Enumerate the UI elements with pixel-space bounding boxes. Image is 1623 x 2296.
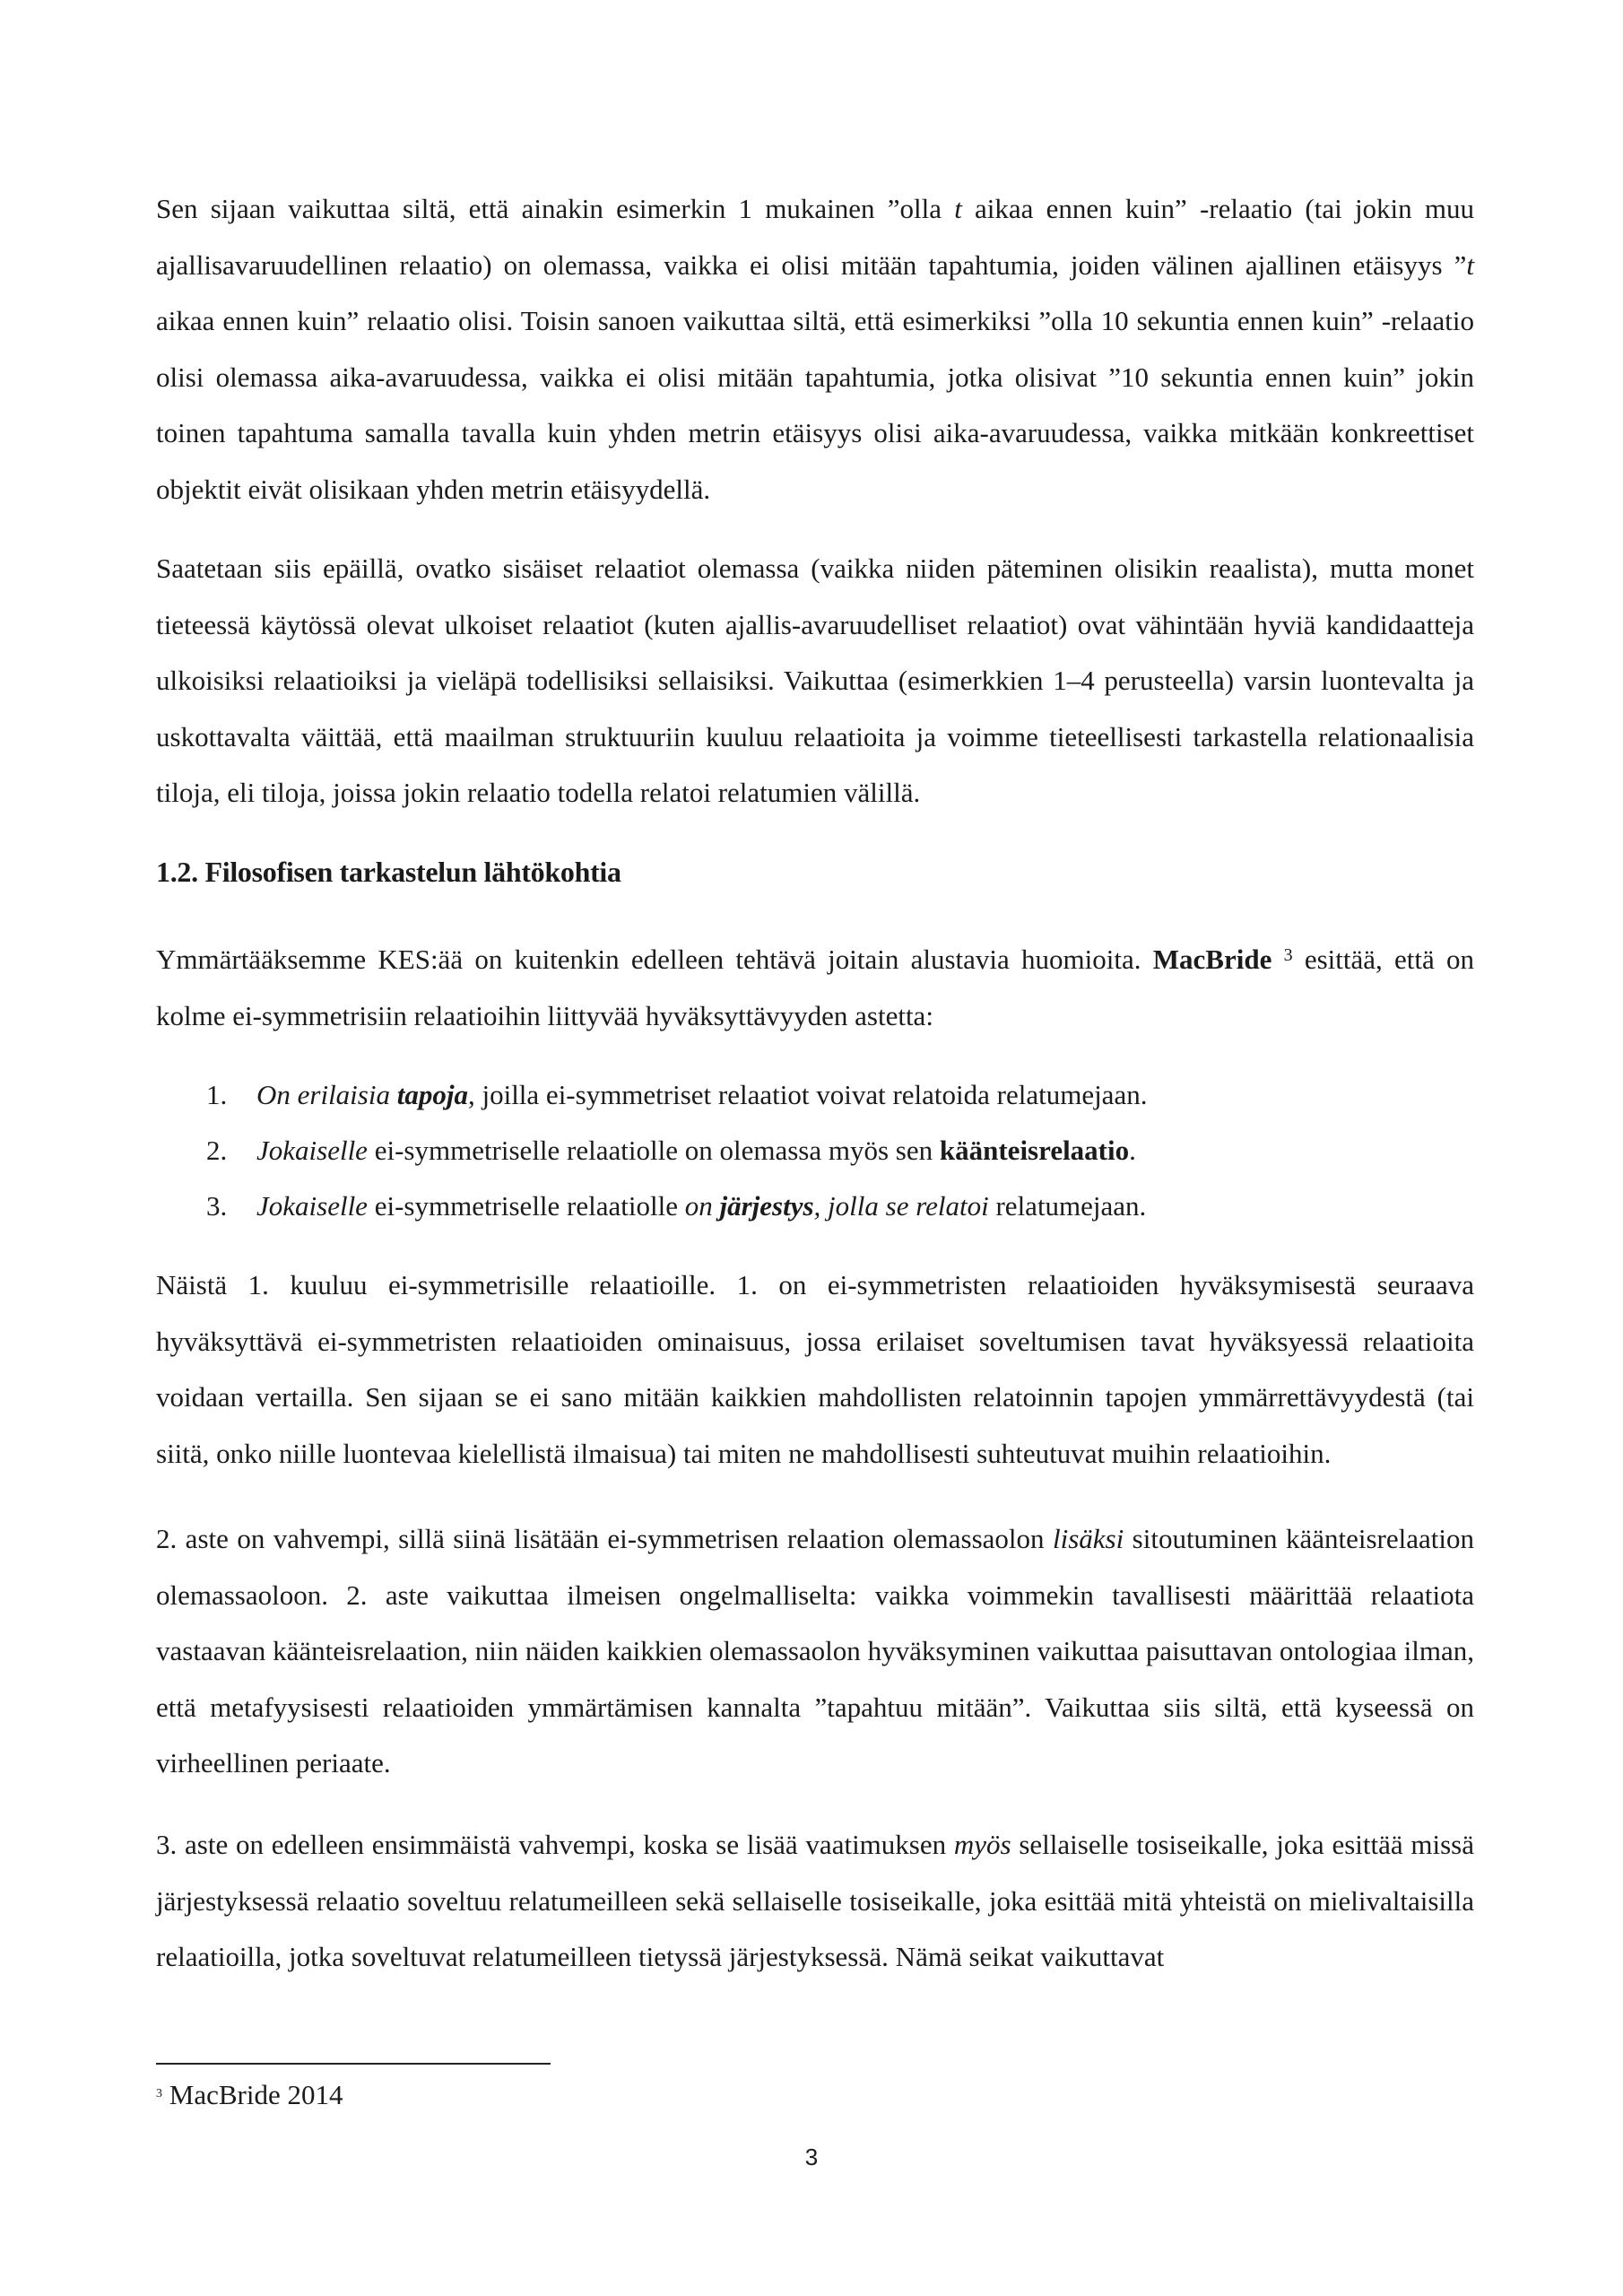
footnote-separator <box>156 2063 551 2065</box>
list-text: ei-symmetriselle relaatiolle <box>367 1190 685 1222</box>
paragraph-3 <box>156 927 1474 1044</box>
italic-t: t <box>1466 248 1474 281</box>
italic-word: lisäksi <box>1052 1523 1124 1554</box>
list-text: ei-symmetriselle relaatiolle on olemassa myös sen <box>367 1135 940 1166</box>
footnote <box>156 2079 343 2111</box>
paragraph-6-text-a: 3. aste on edelleen ensimmäistä vahvempi, koska se lisää vaatimuksen <box>156 1829 954 1860</box>
list-italic: Jokaiselle <box>256 1135 368 1166</box>
paragraph-5-text-b: sitoutuminen käänteisrelaation olemassaoloon. 2. aste vaikuttaa ilmeisen ongelmalliselta: vaikka voimmekin tavallisesti määrittää relaatiota vastaavan käänteisrelaation, niin näiden kaikkien olemassaolon hyväksyminen vaikuttaa paisuttavan ontologiaa ilman, että metafyysisesti relaatioiden ymmärtämisen kannalta ”tapahtuu mitään”. Vaikuttaa siis siltä, että kyseessä on virheellinen periaate. <box>156 1523 1474 1779</box>
list-italic: on <box>684 1190 720 1222</box>
list-italic: On erilaisia <box>256 1079 397 1110</box>
paragraph-4: Näistä 1. kuuluu ei-symmetrisille relaatioille. 1. on ei-symmetristen relaatioiden hyväksymisestä seuraava hyväksyttävä ei-symmetristen relaatioiden ominaisuus, jossa erilaiset soveltumisen tavat hyväksyessä relaatioita voidaan vertailla. Sen sijaan se ei sano mitään kaikkien mahdollisten relatoinnin tapojen ymmärrettävyydestä (tai siitä, onko niille luontevaa kielellistä ilmaisua) tai miten ne mahdollisesti suhteutuvat muihin relaatioihin. <box>156 1269 1474 1469</box>
paragraph-1-text-a: Sen sijaan vaikuttaa siltä, että ainakin esimerkin 1 mukainen ”olla <box>156 193 955 224</box>
author-reference: MacBride <box>1152 944 1272 975</box>
page-number: 3 <box>804 2144 819 2170</box>
section-heading: 1.2. Filosofisen tarkastelun lähtökohtia <box>156 856 621 888</box>
italic-t: t <box>954 193 962 224</box>
paragraph-3-text-a: Ymmärtääksemme KES:ää on kuitenkin edelleen tehtävä joitain alustavia huomioita. <box>156 944 1153 975</box>
paragraph-1-text-c: aikaa ennen kuin” relaatio olisi. Toisin sanoen vaikuttaa siltä, että esimerkiksi ”olla 10 sekuntia ennen kuin” -relaatio olisi olemassa aika-avaruudessa, vaikka ei olisi mitään tapahtumia, jotka olisivat ”10 sekuntia ennen kuin” jokin toinen tapahtuma samalla tavalla kuin yhden metrin etäisyys olisi aika-avaruudessa, vaikka mitkään konkreettiset objektit eivät olisikaan yhden metrin etäisyydellä. <box>156 305 1474 505</box>
list-text: relatumejaan. <box>988 1190 1147 1222</box>
paragraph-1-text-b: aikaa ennen kuin” -relaatio (tai jokin muu ajallisavaruudellinen relaatio) on olemassa, vaikka ei olisi mitään tapahtumia, joiden välinen ajallinen etäisyys ” <box>156 193 1474 281</box>
list-italic: Jokaiselle <box>256 1190 368 1222</box>
list-number: 2. <box>206 1135 228 1166</box>
paragraph-6 <box>156 1817 1474 1986</box>
footnote-marker[interactable]: 3 <box>1283 945 1293 965</box>
list-item <box>156 1067 1474 1123</box>
footnote-number: 3 <box>156 2087 162 2100</box>
list-item <box>156 1123 1474 1178</box>
paragraph-3-text-b: esittää, että on kolme ei-symmetrisiin relaatioihin liittyvää hyväksyttävyyden astetta: <box>156 944 1475 1031</box>
list-bold-italic: järjestys <box>719 1190 814 1222</box>
paragraph-1 <box>156 181 1474 517</box>
list-italic: , jolla se relatoi <box>813 1190 989 1222</box>
footnote-text: MacBride 2014 <box>162 2079 343 2110</box>
list-text: . <box>1129 1135 1136 1166</box>
paragraph-6-text-b: sellaiselle tosiseikalle, joka esittää missä järjestyksessä relaatio soveltuu relatumeilleen sekä sellaiselle tosiseikalle, joka esittää mitä yhteistä on mielivaltaisilla relaatioilla, jotka soveltuvat relatumeilleen tietyssä järjestyksessä. Nämä seikat vaikuttavat <box>156 1829 1474 1972</box>
list-item <box>156 1178 1474 1234</box>
list-number: 3. <box>206 1190 228 1222</box>
italic-word: myös <box>953 1829 1011 1860</box>
list-bold: käänteisrelaatio <box>939 1135 1130 1166</box>
paragraph-5-text-a: 2. aste on vahvempi, sillä siinä lisätään ei-symmetrisen relaation olemassaolon <box>156 1523 1053 1554</box>
list-text: , joilla ei-symmetriset relaatiot voivat relatoida relatumejaan. <box>467 1079 1148 1110</box>
list-number: 1. <box>206 1079 228 1110</box>
paragraph-2: Saatetaan siis epäillä, ovatko sisäiset relaatiot olemassa (vaikka niiden päteminen olisikin reaalista), mutta monet tieteessä käytössä olevat ulkoiset relaatiot (kuten ajallis-avaruudelliset relaatiot) ovat vähintään hyviä kandidaatteja ulkoisiksi relaatioiksi ja vieläpä todellisiksi sellaisiksi. Vaikuttaa (esimerkkien 1–4 perusteella) varsin luontevalta ja uskottavalta väittää, että maailman struktuuriin kuuluu relaatioita ja voimme tieteellisesti tarkastella relationaalisia tiloja, eli tiloja, joissa jokin relaatio todella relatoi relatumien välillä. <box>156 552 1474 808</box>
acceptability-list <box>156 1067 1474 1234</box>
list-bold-italic: tapoja <box>396 1079 468 1110</box>
paragraph-5 <box>156 1511 1474 1792</box>
